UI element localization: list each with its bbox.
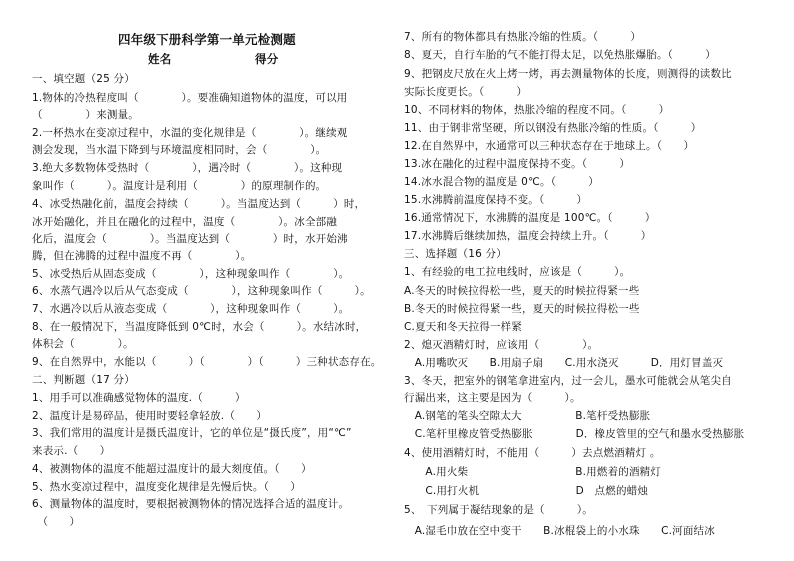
question-line: （ ） xyxy=(32,516,81,528)
question-line: 7、水遇冷以后从液态变成（ ），这种现象叫作（ ）。 xyxy=(32,303,350,315)
question-line: （ ）来测量。 xyxy=(32,109,139,121)
question-line: 测会发现，当水温下降到与环境温度相同时，会（ ）。 xyxy=(32,144,327,156)
option-line: A.冬天的时候拉得松一些，夏天的时候拉得紧一些 xyxy=(404,285,640,297)
question-line: 3.绝大多数物体受热时（ ），遇冷时（ ）。这种现 xyxy=(32,162,343,174)
exam-title: 四年级下册科学第一单元检测题 xyxy=(118,32,296,47)
question-line: 冰开始融化，并且在融化的过程中，温度（ ）。冰全部融 xyxy=(32,216,338,228)
question-line: 化后，温度会（ ）。当温度达到（ ）时，水开始沸 xyxy=(32,233,348,245)
question-line: 6、水蒸气遇冷以后从气态变成（ ），这种现象叫作（ ）。 xyxy=(32,285,371,297)
question-line: 16.通常情况下，水沸腾的温度是 100℃。（ ） xyxy=(404,212,656,224)
option-line: A.湿毛巾放在空中变干 B.冰棍袋上的小水珠 C.河面结冰 xyxy=(404,525,715,537)
question-line: 3、冬天，把室外的钢笔拿进室内，过一会儿，墨水可能就会从笔尖自 xyxy=(404,375,732,387)
question-line: 3、我们常用的温度计是摄氏温度计，它的单位是“摄氏度”，用“℃” xyxy=(32,427,352,439)
question-line: 11、由于钢非常坚硬，所以钢没有热胀冷缩的性质。（ ） xyxy=(404,122,702,134)
option-line: A.钢笔的笔头空隙太大 B.笔杆受热膨胀 xyxy=(404,410,651,422)
section-heading-choice: 三、选择题（16 分） xyxy=(404,248,507,260)
question-line: 2.一杯热水在变凉过程中，水温的变化规律是（ ）。继续观 xyxy=(32,127,348,139)
question-line: 1.物体的冷热程度叫（ ）。要准确知道物体的温度，可以用 xyxy=(32,92,348,104)
question-line: 15.水沸腾前温度保持不变。（ ） xyxy=(404,194,588,206)
question-line: 6、测量物体的温度时，要根据被测物体的情况选择合适的温度计。 xyxy=(32,498,350,510)
question-line: 来表示.（ ） xyxy=(32,445,111,457)
question-line: 9、在自然界中，水能以（ ）（ ）（ ）三种状态存在。 xyxy=(32,356,382,368)
question-line: 8、夏天，自行车胎的气不能打得太足，以免热胀爆胎。（ ） xyxy=(404,49,716,61)
question-line: 8、在一般情况下，当温度降低到 0℃时，水会（ ）。水结冰时， xyxy=(32,321,367,333)
question-line: 14.冰水混合物的温度是 0℃。（ ） xyxy=(404,176,599,188)
question-line: 体积会（ ）。 xyxy=(32,338,134,350)
question-line: 4、冰受热融化前，温度会持续（ ）。当温度达到（ ）时， xyxy=(32,198,366,210)
question-line: 4、被测物体的温度不能超过温度计的最大刻度值。（ ） xyxy=(32,463,312,475)
option-line: A.用火柴 B.用燃着的酒精灯 xyxy=(404,466,662,478)
question-line: 象叫作（ ）。温度计是利用（ ）的原理制作的。 xyxy=(32,180,327,192)
question-line: 7、所有的物体都具有热胀冷缩的性质。（ ） xyxy=(404,31,642,43)
question-line: 5、热水变凉过程中，温度变化规律是先慢后快。（ ） xyxy=(32,481,302,493)
option-line: A.用嘴吹灭 B.用扇子扇 C.用水浇灭 D．用灯冒盖灭 xyxy=(404,357,724,369)
question-line: 2、熄灭酒精灯时，应该用（ ）。 xyxy=(404,339,599,351)
question-line: 5、 下列属于凝结现象的是（ ）。 xyxy=(404,504,593,516)
question-line: 12.在自然界中，水通常可以三种状态存在于地球上。（ ） xyxy=(404,140,695,152)
question-line: 1、有经验的电工拉电线时，应该是（ ）。 xyxy=(404,266,631,278)
question-line: 2、温度计是易碎品，使用时要轻拿轻放.（ ） xyxy=(32,410,268,422)
option-line: C.夏天和冬天拉得一样紧 xyxy=(404,321,523,333)
section-heading-fill-blank: 一、填空题（25 分） xyxy=(32,73,135,85)
question-line: 5、冰受热后从固态变成（ ），这种现象叫作（ ）。 xyxy=(32,268,350,280)
name-label: 姓名 xyxy=(148,52,172,66)
question-line: 行漏出来，这主要是因为（ ）。 xyxy=(404,392,581,404)
option-line: C.用打火机 D 点燃的蜡烛 xyxy=(404,485,649,497)
question-line: 17.水沸腾后继续加热，温度会持续上升。（ ） xyxy=(404,230,652,242)
question-line: 10、不同材料的物体，热胀冷缩的程度不同。（ ） xyxy=(404,104,670,116)
question-line: 13.冰在融化的过程中温度保持不变。（ ） xyxy=(404,158,631,170)
question-line: 4、使用酒精灯时，不能用（ ）去点燃酒精灯 。 xyxy=(404,447,661,459)
question-line: 实际长度更长。（ ） xyxy=(404,86,528,98)
question-line: 9、把钢皮尺放在火上烤一烤，再去测量物体的长度，则测得的读数比 xyxy=(404,68,732,80)
section-heading-true-false: 二、判断题（17 分） xyxy=(32,374,135,386)
question-line: 1、用手可以准确感觉物体的温度.（ ） xyxy=(32,392,246,404)
score-label: 得分 xyxy=(255,52,279,66)
question-line: 腾，但在沸腾的过程中温度不再（ ）。 xyxy=(32,250,252,262)
option-line: C.笔杆里橡皮管受热膨胀 D．橡皮管里的空气和墨水受热膨胀 xyxy=(404,428,745,440)
option-line: B.冬天的时候拉得紧一些，夏天的时候拉得松一些 xyxy=(404,303,640,315)
